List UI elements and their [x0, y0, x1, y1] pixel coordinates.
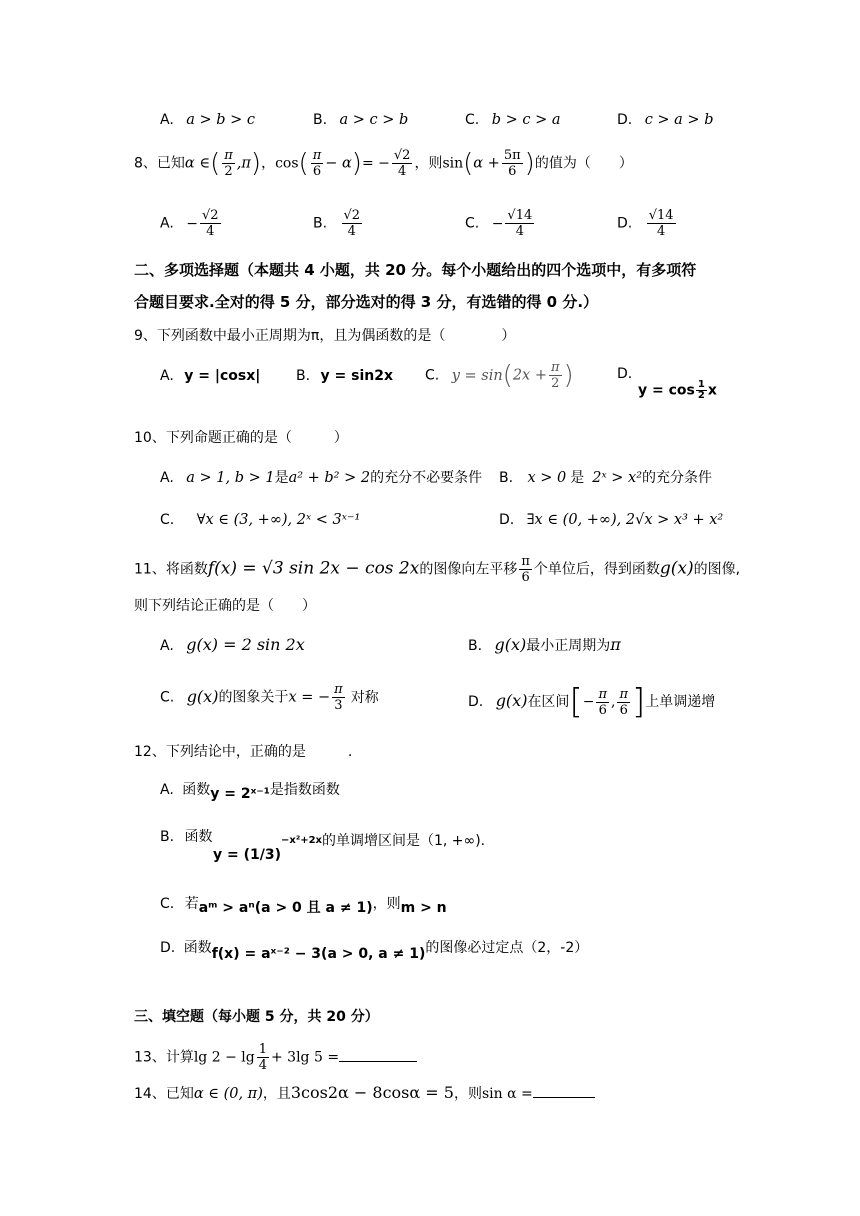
q14-mid2: ，则 — [453, 1086, 482, 1102]
q11-option-d-tail: 上单调递增 — [645, 694, 716, 710]
q9-option-c-pre: y = sin — [451, 367, 503, 384]
q7-option-d-expr: c > a > b — [644, 112, 714, 128]
q14-m3: sin α = — [481, 1086, 533, 1102]
q7-option-b-label: B. — [313, 112, 328, 128]
q11-option-b-pi: π — [610, 635, 621, 654]
q14-mid: ，且 — [262, 1086, 291, 1102]
q14-m1: α ∈ (0, π) — [193, 1086, 263, 1102]
q12-option-a-tail: 是指数函数 — [269, 782, 340, 798]
q11-option-d-pi: π — [598, 686, 607, 702]
q7-option-a-label: A. — [160, 112, 174, 128]
q11-mid2: 个单位后，得到函数 — [533, 561, 660, 578]
q11-option-d-mid: 在区间 — [527, 694, 570, 710]
q13-four: 4 — [258, 1058, 267, 1073]
q10-option-b-label: B. — [499, 470, 514, 486]
q8-four: 4 — [398, 164, 407, 179]
q7-option-a-expr: a > b > c — [186, 112, 256, 128]
q8-option-d-den: 4 — [656, 224, 666, 239]
q11-option-d-six: 6 — [598, 702, 607, 718]
q7-option-c — [465, 112, 560, 128]
q11-option-a-label: A. — [160, 638, 174, 654]
q8-then: ，则 — [414, 155, 443, 172]
q8-option-b-num: √2 — [343, 208, 361, 223]
q8-alpha-in: α ∈ — [184, 155, 211, 172]
q12-option-d-math: f(x) = aˣ⁻² − 3(a > 0, a ≠ 1) — [211, 946, 426, 962]
q10-option-b — [499, 467, 712, 487]
q12-option-a-pre: 函数 — [182, 782, 211, 798]
q8-option-a-den: 4 — [206, 224, 215, 239]
q9-option-b-expr: y = sin2x — [320, 368, 393, 384]
q14-number: 14、已知 — [134, 1086, 194, 1102]
q11-stem — [134, 554, 740, 585]
q11-option-b-math: g(x) — [494, 635, 527, 654]
q11-option-d-math: g(x) — [495, 691, 528, 710]
q8-comma-pi: ,π — [236, 155, 251, 172]
q12-option-c — [160, 893, 447, 916]
q11-option-b — [468, 635, 621, 655]
q13-post: + 3lg 5 = — [270, 1049, 340, 1066]
q14 — [134, 1083, 595, 1103]
q12-option-d-pre: 函数 — [183, 940, 212, 956]
q9-stem: 9、下列函数中最小正周期为π，且为偶函数的是（ ） — [134, 328, 516, 344]
q11-option-d-neg: − — [582, 694, 595, 710]
q13-one: 1 — [258, 1042, 267, 1057]
q8-option-a-num: √2 — [201, 208, 219, 223]
q11-pi: π — [521, 554, 530, 569]
q9-option-a — [160, 368, 260, 384]
q9-option-a-label: A. — [160, 368, 174, 384]
q12-option-b — [160, 826, 213, 846]
q11-number: 11、将函数 — [134, 561, 208, 578]
q10-option-a-math: a > 1, b > 1 — [186, 470, 275, 486]
q9-option-c-two: 2 — [551, 376, 560, 391]
q11-stem-line2: 则下列结论正确的是（ ） — [134, 598, 316, 614]
q11-option-c-tail: 对称 — [350, 689, 379, 706]
q11-option-b-tail: 最小正周期为 — [526, 638, 611, 654]
q12-option-b-expr — [213, 830, 486, 863]
q7-option-b — [313, 112, 408, 128]
q8-option-c-sign: − — [491, 215, 504, 232]
q8-five-pi: 5π — [503, 148, 521, 163]
q10-option-a-math2: a² + b² > 2 — [288, 470, 371, 486]
q9-option-d — [617, 366, 632, 382]
q10-option-d — [499, 512, 723, 528]
q12-option-a — [160, 779, 340, 802]
q7-option-b-expr: a > c > b — [339, 112, 409, 128]
q8-sqrt2: √2 — [393, 148, 411, 163]
q12-option-a-label: A. — [160, 782, 174, 798]
q9-option-b-label: B. — [296, 368, 311, 384]
q11-option-c-math: g(x) — [186, 686, 219, 706]
q12-option-c-label: C. — [160, 896, 175, 912]
q8-minus-alpha: − α — [325, 155, 352, 172]
q8-pi: π — [224, 148, 233, 163]
q10-option-b-mid: 是 — [570, 470, 585, 486]
section3-heading: 三、填空题（每小题 5 分，共 20 分） — [134, 1009, 379, 1025]
q11-option-b-label: B. — [468, 638, 483, 654]
q8-option-b-label: B. — [313, 215, 328, 232]
q9-option-d-den: 2 — [697, 390, 705, 401]
q8-option-d-label: D. — [617, 215, 633, 232]
q13-answer-blank — [339, 1047, 417, 1062]
q8-alpha-plus: α + — [473, 155, 500, 172]
q7-option-d-label: D. — [617, 112, 633, 128]
q9-option-c-inner: 2x + — [512, 367, 547, 384]
q11-option-c-pi: π — [334, 682, 343, 697]
q8-option-d-num: √14 — [648, 208, 674, 223]
q8-two: 2 — [224, 164, 233, 179]
q10-option-c-label: C. — [160, 512, 175, 528]
q10-option-b-tail: 的充分条件 — [642, 470, 713, 486]
q14-m2: 3cos2α − 8cosα = 5 — [290, 1083, 454, 1102]
q11-option-d: D. g(x)在区间[− $\frac{\pi}{6}$ , $\frac{\pi}{6}$ ]上单调递增 — [468, 682, 716, 722]
q11-six: 6 — [521, 570, 530, 585]
q9-option-c-pi: π — [551, 360, 560, 375]
q10-option-b-math2: 2ˣ > x² — [592, 470, 643, 486]
q12-option-b-pre: 函数 — [184, 829, 213, 845]
q12-option-a-math: y = 2ˣ⁻¹ — [210, 786, 270, 802]
q9-option-c-label: C. — [425, 367, 440, 384]
q13-pre: lg 2 − lg — [193, 1049, 255, 1066]
q11-option-d-label: D. — [468, 694, 484, 710]
q11-option-c-x: x = − — [288, 689, 331, 706]
q8-option-c-label: C. — [465, 215, 480, 232]
q8-cos: cos — [275, 155, 299, 172]
q12-stem: 12、下列结论中，正确的是 . — [134, 744, 353, 760]
q11-fx: f(x) = √3 sin 2x − cos 2x — [207, 558, 420, 579]
q14-answer-blank — [533, 1083, 595, 1098]
q8-six: 6 — [508, 164, 517, 179]
q8-tail: 的值为（ ） — [534, 155, 633, 172]
q12-option-b-label: B. — [160, 829, 175, 845]
q12-option-d-label: D. — [160, 940, 176, 956]
q10-option-c — [160, 512, 360, 528]
q11-option-c — [160, 682, 379, 713]
q8-option-d — [617, 208, 678, 239]
q9-option-d-pre: y = cos — [638, 382, 695, 399]
section2-heading-line2: 合题目要求.全对的得 5 分，部分选对的得 3 分，有选错的得 0 分.） — [134, 293, 599, 311]
q8-option-a-label: A. — [160, 215, 174, 232]
q10-option-a-label: A. — [160, 470, 174, 486]
q10-option-d-math: ∃x ∈ (0, +∞), 2√x > x³ + x² — [526, 512, 724, 528]
q10-stem: 10、下列命题正确的是（ ） — [134, 430, 348, 446]
q8-option-b-den: 4 — [347, 224, 356, 239]
q9-option-d-num: 1 — [697, 379, 705, 390]
q12-option-c-math: aᵐ > aⁿ(a > 0 且 a ≠ 1) — [198, 900, 373, 916]
q8-stem: 8、已知α ∈( $\frac{\pi}{2}$ ,π)，cos( $\frac{\pi}{6}$ − α)= − $\frac{√2}{4}$ ，则sin(α + $\frac{5\pi}{6}$ )的值为（ ） — [134, 148, 633, 179]
q12-option-c-mid: ，则 — [372, 896, 401, 912]
q13-number: 13、计算 — [134, 1049, 194, 1066]
q10-option-a-mid: 是 — [274, 470, 289, 486]
q8-option-a-sign: − — [186, 215, 198, 232]
q7-option-c-label: C. — [465, 112, 480, 128]
q12-option-d — [160, 937, 589, 962]
q8-option-c — [465, 208, 536, 239]
q10-option-a-tail: 的充分不必要条件 — [370, 470, 483, 486]
q12-option-b-math: y = (1/3) — [213, 847, 281, 863]
q12-option-b-exp: −x²+2x — [281, 835, 322, 846]
q9-option-d-expr — [638, 380, 717, 401]
q8-option-c-num: √14 — [507, 208, 533, 223]
section2-heading-line1: 二、多项选择题（本题共 4 小题，共 20 分。每个小题给出的四个选项中，有多项符 — [134, 261, 697, 279]
q11-option-a-expr: g(x) = 2 sin 2x — [186, 635, 305, 654]
q9-option-d-x: x — [707, 382, 717, 399]
q11-mid: 的图像向左平移 — [419, 561, 518, 578]
q9-option-c: C. y = sin(2x + $\frac{\pi}{2}$ ) — [425, 360, 574, 391]
q13 — [134, 1042, 417, 1073]
q7-option-c-expr: b > c > a — [491, 112, 561, 128]
q10-option-d-label: D. — [499, 512, 515, 528]
q11-option-c-mid: 的图象关于 — [218, 689, 289, 706]
q8-option-a — [160, 208, 223, 239]
q8-eq-neg: = − — [361, 155, 390, 172]
q9-option-a-expr: y = |cosx| — [184, 368, 261, 384]
q11-option-a — [160, 635, 305, 654]
q8-number: 8、已知 — [134, 155, 185, 172]
q10-option-b-math: x > 0 — [527, 470, 567, 486]
q11-tail: 的图像, — [693, 561, 741, 578]
q8-sin: sin — [442, 155, 464, 172]
q12-option-c-math2: m > n — [400, 900, 447, 916]
q11-gx: g(x) — [659, 558, 694, 579]
q12-option-d-tail: 的图像必过定点（2，-2） — [425, 940, 589, 956]
q9-option-d-label: D. — [617, 366, 633, 382]
q10-option-a — [160, 467, 482, 487]
q12-option-b-tail: 的单调增区间是（1, +∞). — [322, 833, 486, 849]
q10-option-c-math: ∀x ∈ (3, +∞), 2ˣ < 3ˣ⁻¹ — [196, 512, 361, 528]
q11-option-c-three: 3 — [334, 698, 343, 713]
q11-option-c-label: C. — [160, 689, 175, 706]
q8-option-b — [313, 208, 364, 239]
q7-option-d — [617, 112, 713, 128]
q9-option-b — [296, 368, 393, 384]
q12-option-c-pre: 若 — [184, 896, 199, 912]
q7-option-a — [160, 112, 255, 128]
q8-option-c-den: 4 — [515, 224, 524, 239]
